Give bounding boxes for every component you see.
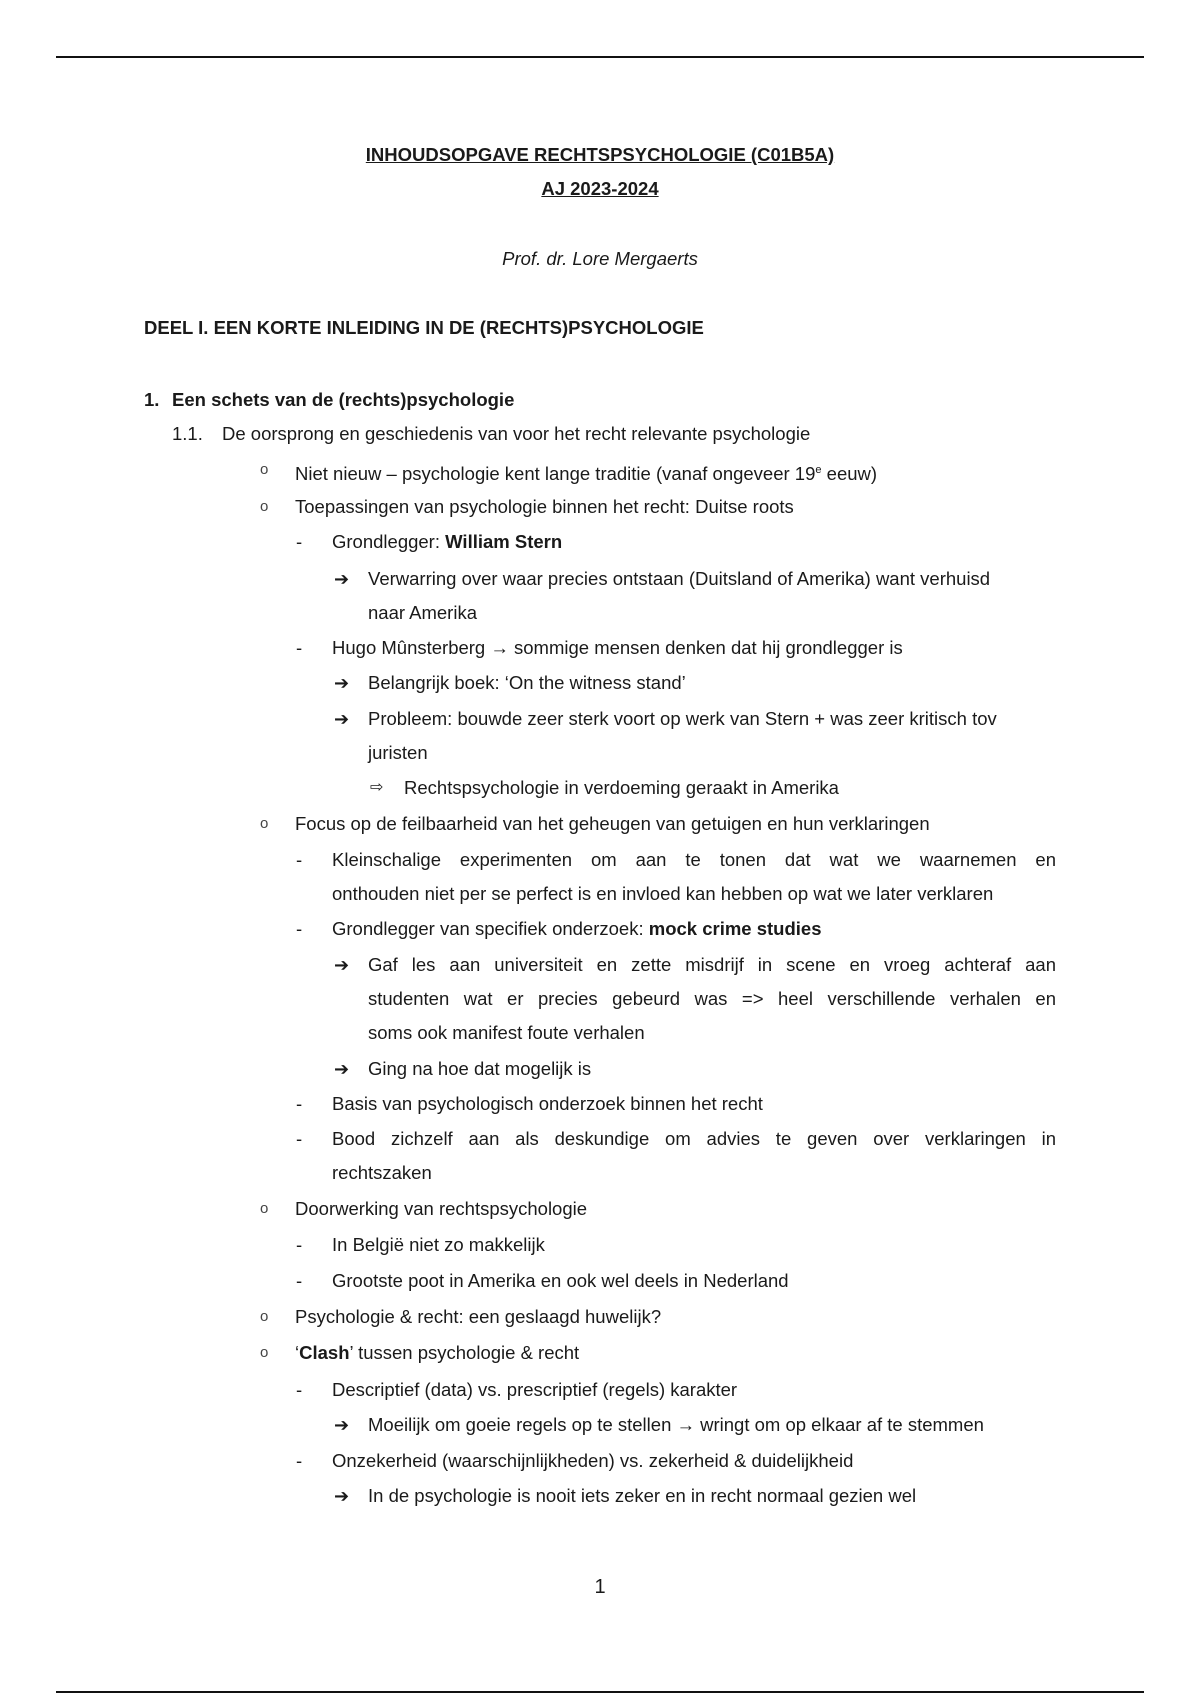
list-item: Verwarring over waar precies ontstaan (Duitsland of Amerika) want verhuisd — [368, 568, 991, 589]
dash-bullet: - — [296, 1450, 303, 1471]
dash-bullet: - — [296, 918, 303, 939]
list-item-continuation: soms ook manifest foute verhalen — [368, 1022, 645, 1043]
dash-bullet: - — [296, 1128, 303, 1149]
circle-bullet: o — [260, 1200, 269, 1217]
page-number: 1 — [594, 1576, 606, 1598]
list-item: Ging na hoe dat mogelijk is — [368, 1058, 592, 1079]
list-item: Grondlegger: William Stern — [332, 531, 563, 552]
dash-bullet: - — [296, 1234, 303, 1255]
list-item: Rechtspsychologie in verdoeming geraakt in Amerika — [404, 777, 839, 798]
list-item: Onzekerheid (waarschijnlijkheden) vs. zekerheid & duidelijkheid — [332, 1450, 854, 1471]
list-item: Hugo Mûnsterberg → sommige mensen denken dat hij grondlegger is — [332, 637, 903, 658]
dash-bullet: - — [296, 1270, 303, 1291]
dash-bullet: - — [296, 531, 303, 552]
list-item: ‘Clash’ tussen psychologie & recht — [295, 1342, 580, 1363]
list-item: Focus op de feilbaarheid van het geheugen van getuigen en hun verklaringen — [295, 813, 930, 834]
list-item: Descriptief (data) vs. prescriptief (regels) karakter — [332, 1379, 738, 1400]
dash-bullet: - — [296, 849, 303, 870]
list-item: Doorwerking van rechtspsychologie — [295, 1198, 588, 1219]
hollow-arrow-bullet-icon: ⇨ — [370, 779, 384, 796]
list-item: Psychologie & recht: een geslaagd huwelijk? — [295, 1306, 662, 1327]
circle-bullet: o — [260, 498, 269, 515]
circle-bullet: o — [260, 1308, 269, 1325]
circle-bullet: o — [260, 1344, 269, 1361]
list-item-continuation: juristen — [368, 742, 428, 763]
arrow-bullet-icon: ➔ — [334, 673, 350, 693]
arrow-bullet-icon: ➔ — [334, 569, 350, 589]
author: Prof. dr. Lore Mergaerts — [502, 248, 698, 269]
section-number: 1. — [144, 389, 160, 410]
list-item: Niet nieuw – psychologie kent lange traditie (vanaf ongeveer 19e eeuw) — [295, 463, 878, 485]
list-item-continuation: onthouden niet per se perfect is en invloed kan hebben op wat we later verklaren — [332, 883, 994, 904]
list-item: Kleinschalige experimenten om aan te tonen dat wat we waarnemen en — [332, 849, 1056, 870]
top-rule — [56, 56, 1144, 58]
list-item: Toepassingen van psychologie binnen het recht: Duitse roots — [295, 496, 794, 517]
list-item: Bood zichzelf aan als deskundige om advies te geven over verklaringen in — [332, 1128, 1056, 1149]
list-item: Basis van psychologisch onderzoek binnen het recht — [332, 1093, 763, 1114]
academic-year: AJ 2023-2024 — [541, 178, 659, 199]
bottom-rule — [56, 1691, 1144, 1693]
section-title: Een schets van de (rechts)psychologie — [172, 389, 515, 410]
list-item: Moeilijk om goeie regels op te stellen → wringt om op elkaar af te stemmen — [368, 1414, 984, 1435]
list-item: Grondlegger van specifiek onderzoek: mock crime studies — [332, 918, 822, 939]
list-item: Probleem: bouwde zeer sterk voort op werk van Stern + was zeer kritisch tov — [368, 708, 997, 729]
dash-bullet: - — [296, 1379, 303, 1400]
subsection-title: De oorsprong en geschiedenis van voor het recht relevante psychologie — [222, 423, 811, 444]
dash-bullet: - — [296, 1093, 303, 1114]
list-item: Gaf les aan universiteit en zette misdrijf in scene en vroeg achteraf aan — [368, 954, 1056, 975]
arrow-bullet-icon: ➔ — [334, 955, 350, 975]
circle-bullet: o — [260, 461, 269, 478]
arrow-bullet-icon: ➔ — [334, 1415, 350, 1435]
subsection-number: 1.1. — [172, 423, 203, 444]
list-item: In de psychologie is nooit iets zeker en in recht normaal gezien wel — [368, 1485, 917, 1506]
circle-bullet: o — [260, 815, 269, 832]
arrow-bullet-icon: ➔ — [334, 709, 350, 729]
document-title: INHOUDSOPGAVE RECHTSPSYCHOLOGIE (C01B5A) — [365, 144, 835, 165]
arrow-bullet-icon: ➔ — [334, 1486, 350, 1506]
list-item-continuation: rechtszaken — [332, 1162, 432, 1183]
arrow-bullet-icon: ➔ — [334, 1059, 350, 1079]
list-item: In België niet zo makkelijk — [332, 1234, 545, 1255]
dash-bullet: - — [296, 637, 303, 658]
list-item: Grootste poot in Amerika en ook wel deels in Nederland — [332, 1270, 789, 1291]
list-item-continuation: studenten wat er precies gebeurd was => heel verschillende verhalen en — [368, 988, 1056, 1009]
list-item-continuation: naar Amerika — [368, 602, 477, 623]
list-item: Belangrijk boek: ‘On the witness stand’ — [368, 672, 686, 693]
part-heading: DEEL I. EEN KORTE INLEIDING IN DE (RECHTS)PSYCHOLOGIE — [144, 317, 704, 338]
